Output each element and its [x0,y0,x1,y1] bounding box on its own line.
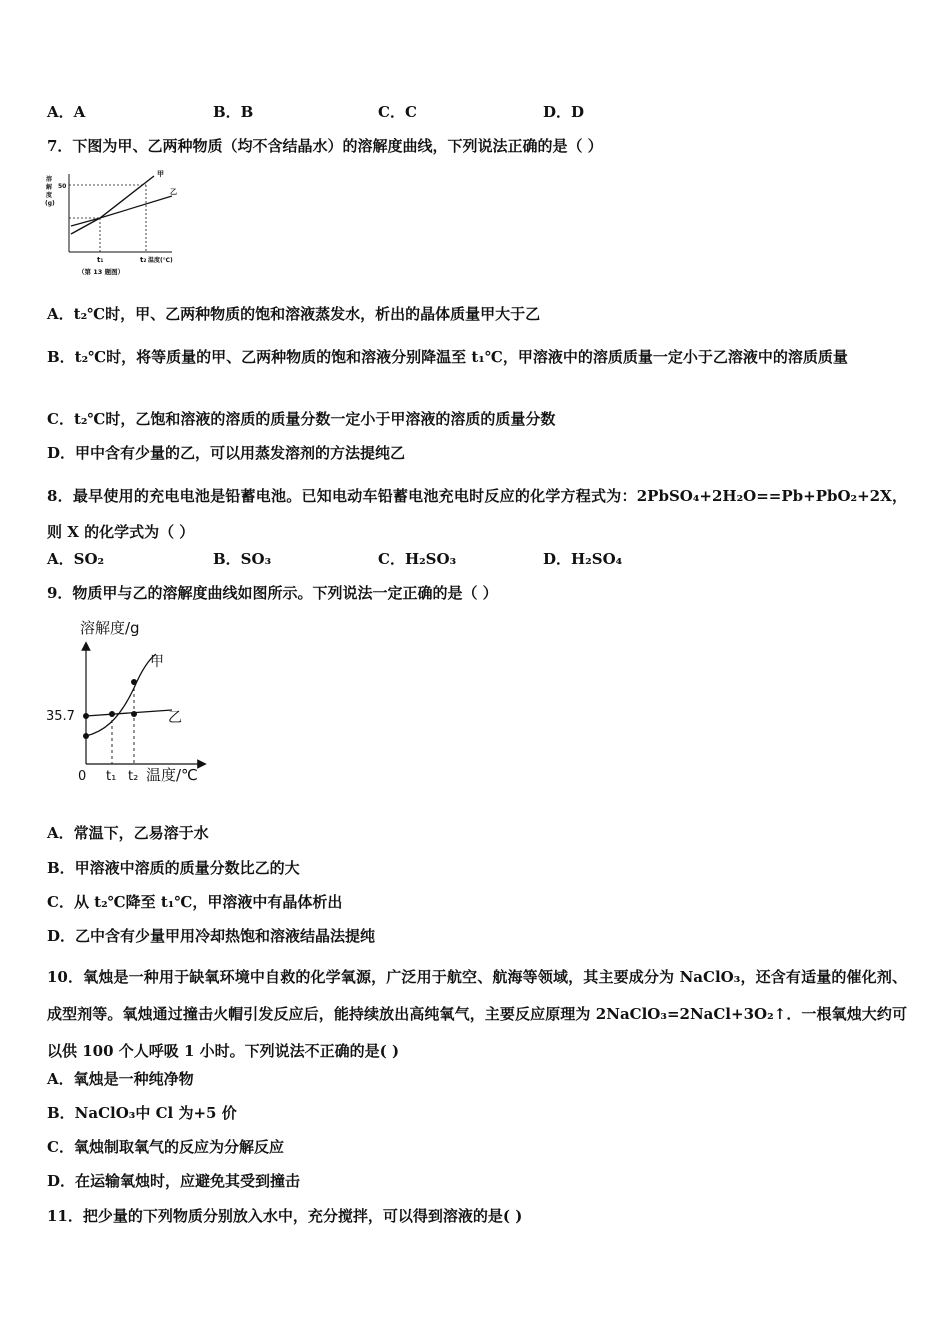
q7-caption: （第 13 题图） [78,268,125,276]
q7-xlabel: 温度(℃) [148,257,173,264]
q6-option-c: C．C [378,103,417,121]
q7-solubility-chart [42,166,202,282]
q7-ylabel-3: 度 [46,192,53,199]
q10-stem: 10．氧烛是一种用于缺氧环境中自救的化学氧源，广泛用于航空、航海等领域，其主要成分为 NaClO₃，还含有适量的催化剂、成型剂等。氧烛通过撞击火帽引发反应后，能持续放出高纯氧气，主要反应原理为 2NaClO₃=2NaCl+3O₂↑．一根氧烛大约可以供 100 个人呼吸 1 小时。下列说法不正确的是( ) [47,968,907,1060]
q7-stem: 7．下图为甲、乙两种物质（均不含结晶水）的溶解度曲线，下列说法正确的是（ ） [47,137,603,155]
q7-ylabel-1: 溶 [46,176,53,183]
q7-option-d: D．甲中含有少量的乙，可以用蒸发溶剂的方法提纯乙 [47,444,406,462]
q9-xtick-t2: t₂ [128,769,139,784]
q8-option-d: D．H₂SO₄ [543,550,623,568]
q8-option-a: A．SO₂ [47,550,105,568]
q9-label-jia: 甲 [150,654,164,670]
q9-point-intersect [109,711,115,717]
q6-option-d: D．D [543,103,585,121]
q9-option-d: D．乙中含有少量甲用冷却热饱和溶液结晶法提纯 [47,927,376,945]
q9-option-c: C．从 t₂℃降至 t₁℃，甲溶液中有晶体析出 [47,893,343,911]
q7-xtick-t2: t₂ [140,256,147,264]
q10-option-b: B．NaClO₃中 Cl 为+5 价 [47,1104,237,1122]
q9-origin: 0 [78,769,87,784]
q6-option-a: A．A [47,103,86,121]
q9-point-yi-origin [83,713,89,719]
q10-option-c: C．氧烛制取氧气的反应为分解反应 [47,1138,284,1156]
q9-solubility-chart [42,612,222,792]
q7-ytick-50: 50 [58,183,67,190]
q7-option-a: A．t₂℃时，甲、乙两种物质的饱和溶液蒸发水，析出的晶体质量甲大于乙 [47,305,541,323]
q9-label-yi: 乙 [168,710,182,726]
q9-ylabel: 溶解度/g [80,619,140,637]
q9-xtick-t1: t₁ [106,769,117,784]
q10-option-a: A．氧烛是一种纯净物 [47,1070,194,1088]
q8-option-c: C．H₂SO₃ [378,550,457,568]
q7-label-jia: 甲 [157,170,164,178]
q9-point-jia-t2 [131,679,137,685]
q8-stem: 8．最早使用的充电电池是铅蓄电池。已知电动车铅蓄电池充电时反应的化学方程式为：2PbSO₄+2H₂O==Pb+PbO₂+2X，则 X 的化学式为（ ） [47,487,907,541]
q9-value-label: 35.7 [46,709,75,724]
q9-stem: 9．物质甲与乙的溶解度曲线如图所示。下列说法一定正确的是（ ） [47,584,498,602]
q7-option-b: B．t₂℃时，将等质量的甲、乙两种物质的饱和溶液分别降温至 t₁℃，甲溶液中的溶质质量一定小于乙溶液中的溶质质量 [47,348,848,366]
q6-option-b: B．B [213,103,254,121]
q9-point-yi-t2 [131,711,137,717]
q7-ylabel-2: 解 [46,184,53,191]
q9-curve-jia [86,654,156,736]
q9-option-b: B．甲溶液中溶质的质量分数比乙的大 [47,859,300,877]
q7-ylabel-4: (g) [45,200,55,207]
q7-label-yi: 乙 [170,188,177,196]
q10-option-d: D．在运输氧烛时，应避免其受到撞击 [47,1172,301,1190]
q7-xtick-t1: t₁ [97,256,104,264]
q9-curve-yi [86,710,172,716]
q9-xlabel: 温度/℃ [146,766,198,784]
q8-option-b: B．SO₃ [213,550,272,568]
q9-option-a: A．常温下，乙易溶于水 [47,824,209,842]
q11-stem: 11．把少量的下列物质分别放入水中，充分搅拌，可以得到溶液的是( ) [47,1207,523,1225]
q9-point-jia-origin [83,733,89,739]
q7-option-c: C．t₂℃时，乙饱和溶液的溶质的质量分数一定小于甲溶液的溶质的质量分数 [47,410,556,428]
